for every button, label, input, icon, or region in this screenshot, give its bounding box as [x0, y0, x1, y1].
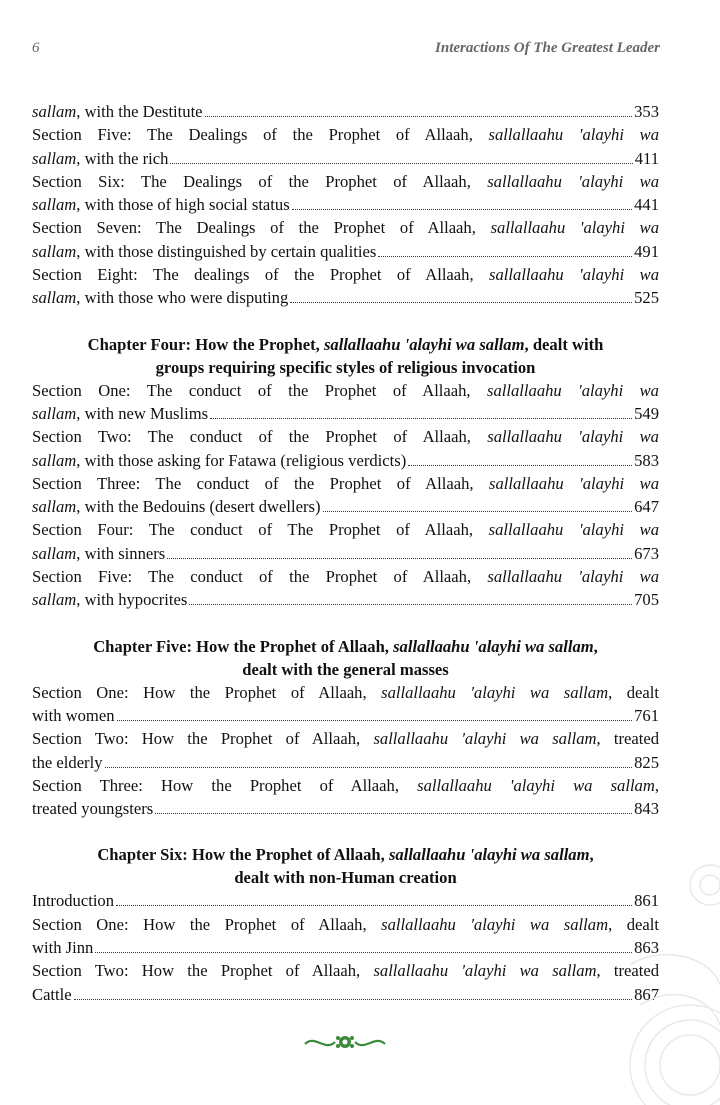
dot-leader — [210, 417, 632, 419]
toc-entry[interactable] — [32, 774, 659, 821]
page-ref: 705 — [634, 590, 659, 610]
toc-entry[interactable] — [32, 216, 659, 263]
page-ref: 867 — [634, 984, 659, 1004]
entry-label: sallam, with the Destitute — [32, 102, 203, 121]
page-ref: 583 — [634, 450, 659, 470]
entry-label: sallam, with new Muslims — [32, 403, 209, 423]
toc-entry[interactable] — [32, 727, 659, 774]
dot-leader — [105, 766, 633, 768]
dot-leader — [167, 557, 632, 559]
page-ref: 525 — [634, 288, 659, 308]
page-ref: 353 — [634, 102, 659, 121]
page-ref: 491 — [634, 241, 659, 261]
toc-entry[interactable] — [32, 681, 659, 728]
entry-label: the elderly — [32, 752, 103, 772]
page-header — [32, 40, 660, 64]
entry-title: Section Three: The conduct of the Prophet of Allaah, sallallaahu 'alayhi wa — [32, 473, 659, 493]
dot-leader — [189, 603, 632, 605]
entry-label: sallam, with those distinguished by certain qualities — [32, 241, 377, 261]
entry-title: Section Five: The conduct of the Prophet of Allaah, sallallaahu 'alayhi wa — [32, 567, 659, 587]
entry-label: sallam, with hypocrites — [32, 590, 188, 610]
chapter-heading: Chapter Six: How the Prophet of Allaah, sallallaahu 'alayhi wa sallam, dealt with non-Human creation — [97, 845, 594, 888]
dot-leader — [378, 255, 632, 257]
entry-label: sallam, with the Bedouins (desert dwellers) — [32, 497, 321, 517]
page-ref: 411 — [634, 148, 659, 168]
chapter-heading: Chapter Five: How the Prophet of Allaah, sallallaahu 'alayhi wa sallam, dealt with the general masses — [93, 636, 598, 679]
floral-ornament-icon — [300, 1030, 390, 1054]
dot-leader — [292, 208, 632, 210]
entry-label: sallam, with sinners — [32, 543, 166, 563]
decorative-swirl-icon — [520, 845, 720, 1105]
page-number: 6 — [32, 40, 40, 56]
entry-title: Section Three: How the Prophet of Allaah, sallallaahu 'alayhi wa sallam, — [32, 775, 659, 795]
chapter-heading: Chapter Four: How the Prophet, sallallaahu 'alayhi wa sallam, dealt with groups requiring specific styles of religious invocation — [87, 334, 604, 377]
entry-label: treated youngsters — [32, 799, 154, 819]
entry-label: Introduction — [32, 891, 115, 911]
entry-title: Section One: How the Prophet of Allaah, sallallaahu 'alayhi wa sallam, dealt — [32, 682, 659, 702]
entry-label: sallam, with the rich — [32, 148, 169, 168]
toc-entry[interactable] — [32, 379, 659, 426]
toc-entry[interactable] — [32, 123, 659, 170]
entry-title: Section Eight: The dealings of the Prophet of Allaah, sallallaahu 'alayhi wa — [32, 265, 659, 285]
entry-label: Cattle — [32, 984, 72, 1004]
page-ref: 549 — [634, 403, 659, 423]
dot-leader — [408, 464, 632, 466]
page-ref: 441 — [634, 195, 659, 215]
page-ref: 647 — [634, 497, 659, 517]
entry-title: Section Four: The conduct of The Prophet of Allaah, sallallaahu 'alayhi wa — [32, 520, 659, 540]
entry-label: sallam, with those asking for Fatawa (religious verdicts) — [32, 450, 407, 470]
toc-entry[interactable] — [32, 518, 659, 565]
toc-entry[interactable] — [32, 472, 659, 519]
entry-title: Section Five: The Dealings of the Prophet of Allaah, sallallaahu 'alayhi wa — [32, 125, 659, 145]
entry-title: Section Seven: The Dealings of the Prophet of Allaah, sallallaahu 'alayhi wa — [32, 218, 659, 238]
entry-label: with women — [32, 705, 115, 725]
page-ref: 861 — [634, 891, 659, 911]
page-ref: 863 — [634, 938, 659, 958]
toc-entry[interactable] — [32, 170, 659, 217]
dot-leader — [170, 162, 632, 164]
toc-entry[interactable] — [32, 425, 659, 472]
dot-leader — [117, 719, 633, 721]
entry-label: sallam, with those who were disputing — [32, 288, 289, 308]
entry-title: Section One: The conduct of the Prophet of Allaah, sallallaahu 'alayhi wa — [32, 380, 659, 400]
dot-leader — [323, 510, 633, 512]
running-title: Interactions Of The Greatest Leader — [435, 40, 660, 56]
page-ref: 825 — [634, 752, 659, 772]
dot-leader — [205, 115, 633, 117]
dot-leader — [290, 301, 632, 303]
toc-entry[interactable] — [32, 100, 659, 123]
entry-title: Section Six: The Dealings of the Prophet of Allaah, sallallaahu 'alayhi wa — [32, 171, 659, 191]
dot-leader — [155, 812, 632, 814]
page-ref: 761 — [634, 705, 659, 725]
toc-entry[interactable] — [32, 565, 659, 612]
toc-entry[interactable] — [32, 263, 659, 310]
entry-label: with Jinn — [32, 938, 94, 958]
entry-title: Section Two: How the Prophet of Allaah, sallallaahu 'alayhi wa sallam, treated — [32, 729, 659, 749]
entry-label: sallam, with those of high social status — [32, 195, 290, 215]
page-ref: 673 — [634, 543, 659, 563]
entry-title: Section Two: How the Prophet of Allaah, sallallaahu 'alayhi wa sallam, treated — [32, 961, 659, 981]
entry-title: Section Two: The conduct of the Prophet of Allaah, sallallaahu 'alayhi wa — [32, 427, 659, 447]
page-ref: 843 — [634, 799, 659, 819]
entry-title: Section One: How the Prophet of Allaah, sallallaahu 'alayhi wa sallam, dealt — [32, 914, 659, 934]
